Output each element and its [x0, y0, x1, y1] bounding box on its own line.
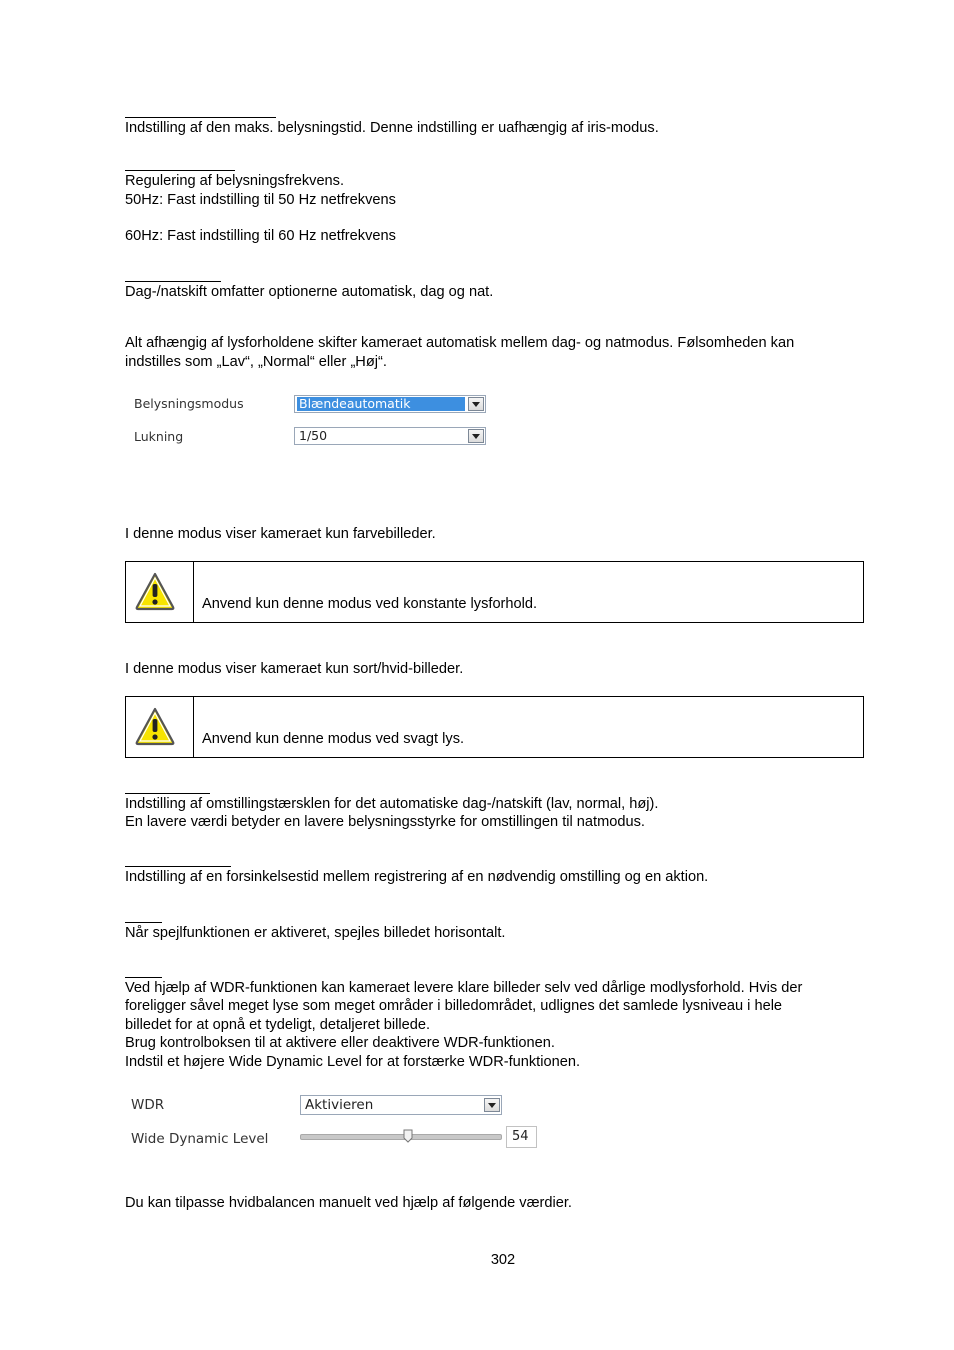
auto-line1: Alt afhængig af lysforholdene skifter kameraet automatisk mellem dag- og natmodus. Følsomheden kan — [125, 335, 795, 351]
wdr-line3: billedet for at opnå et tydeligt, detaljeret billede. — [125, 1017, 431, 1033]
wdr-line2: foreligger såvel meget lyse som meget områder i billedområdet, udlignes det samlede lysniveau i hele — [125, 998, 783, 1014]
wdr-select[interactable] — [300, 1095, 502, 1115]
chevron-down-icon[interactable] — [468, 397, 484, 411]
wide-dynamic-level-slider[interactable] — [300, 1128, 502, 1146]
wdr-line1: Ved hjælp af WDR-funktionen kan kameraet levere klare billeder selv ved dårlige modlysforhold. Hvis der — [125, 980, 803, 996]
whitebalance-text: Du kan tilpasse hvidbalancen manuelt ved hjælp af følgende værdier. — [125, 1195, 572, 1211]
shutter-label: Lukning — [134, 429, 184, 444]
heading-underline — [125, 170, 235, 171]
slider-track — [300, 1134, 502, 1140]
exposure-mode-select[interactable] — [294, 395, 486, 413]
day-warning-box — [125, 561, 864, 623]
exposure-mode-value: Blændeautomatik — [297, 397, 465, 411]
night-warning-box — [125, 696, 864, 758]
warning-triangle-icon — [134, 571, 176, 611]
wide-dynamic-level-label: Wide Dynamic Level — [131, 1131, 269, 1147]
wdr-line4: Brug kontrolboksen til at aktivere eller deaktivere WDR-funktionen. — [125, 1035, 555, 1051]
heading-underline — [125, 793, 210, 794]
shutter-select[interactable] — [294, 427, 486, 445]
heading-underline — [125, 922, 162, 923]
heading-underline — [125, 866, 231, 867]
sensitivity-line2: En lavere værdi betyder en lavere belysningsstyrke for omstillingen til natmodus. — [125, 814, 645, 830]
auto-line2: indstilles som „Lav“, „Normal“ eller „Høj“. — [125, 354, 387, 370]
night-text: I denne modus viser kameraet kun sort/hvid-billeder. — [125, 661, 464, 677]
wide-dynamic-level-value[interactable]: 54 — [506, 1126, 537, 1148]
heading-underline — [125, 281, 221, 282]
frequency-50hz: 50Hz: Fast indstilling til 50 Hz netfrekvens — [125, 192, 396, 208]
wdr-line5: Indstil et højere Wide Dynamic Level for at forstærke WDR-funktionen. — [125, 1054, 581, 1070]
day-warning-text: Anvend kun denne modus ved konstante lysforhold. — [202, 596, 538, 612]
exposure-time-text: Indstilling af den maks. belysningstid. Denne indstilling er uafhængig af iris-modus. — [125, 120, 659, 136]
chevron-down-icon[interactable] — [468, 429, 484, 443]
page-number: 302 — [490, 1252, 516, 1268]
frequency-text: Regulering af belysningsfrekvens. — [125, 173, 345, 189]
daynight-text: Dag-/natskift omfatter optionerne automatisk, dag og nat. — [125, 284, 494, 300]
night-warning-text: Anvend kun denne modus ved svagt lys. — [202, 731, 465, 747]
frequency-60hz: 60Hz: Fast indstilling til 60 Hz netfrekvens — [125, 228, 396, 244]
wdr-value: Aktivieren — [305, 1097, 374, 1113]
exposure-mode-label: Belysningsmodus — [134, 396, 244, 411]
slider-thumb[interactable] — [403, 1129, 413, 1143]
warning-icon-cell — [126, 562, 194, 622]
sensitivity-line1: Indstilling af omstillingstærsklen for det automatiske dag-/natskift (lav, normal, høj). — [125, 796, 659, 812]
day-text: I denne modus viser kameraet kun farvebilleder. — [125, 526, 436, 542]
heading-underline — [125, 117, 276, 118]
chevron-down-icon[interactable] — [484, 1098, 500, 1112]
delay-text: Indstilling af en forsinkelsestid mellem registrering af en nødvendig omstilling og en aktion. — [125, 869, 709, 885]
warning-icon-cell — [126, 697, 194, 757]
heading-underline — [125, 977, 162, 978]
wdr-label: WDR — [131, 1097, 165, 1113]
shutter-value: 1/50 — [299, 428, 328, 443]
warning-triangle-icon — [134, 706, 176, 746]
mirror-text: Når spejlfunktionen er aktiveret, spejles billedet horisontalt. — [125, 925, 506, 941]
